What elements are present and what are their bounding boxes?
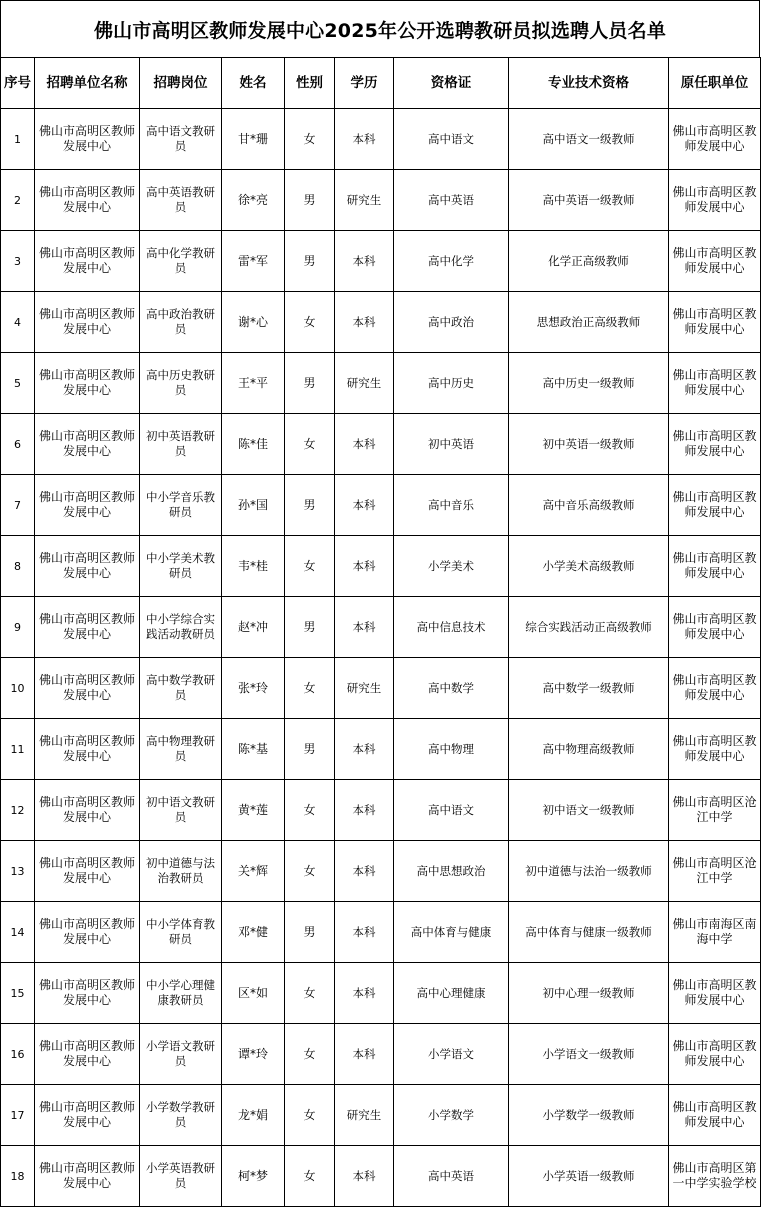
certificate-cell: 高中政治 [394, 292, 509, 353]
candidate-name-cell: 谭*玲 [222, 1024, 285, 1085]
candidate-name-cell: 区*如 [222, 963, 285, 1024]
candidate-name-cell: 雷*军 [222, 231, 285, 292]
position-cell: 高中化学教研员 [140, 231, 222, 292]
professional-title-cell: 化学正高级教师 [509, 231, 669, 292]
professional-title-cell: 小学美术高级教师 [509, 536, 669, 597]
row-number-cell: 13 [1, 841, 35, 902]
row-number-cell: 6 [1, 414, 35, 475]
table-row [1, 719, 761, 780]
table-row [1, 841, 761, 902]
recruiting-unit-cell: 佛山市高明区教师发展中心 [35, 841, 140, 902]
certificate-cell: 小学美术 [394, 536, 509, 597]
professional-title-cell: 高中音乐高级教师 [509, 475, 669, 536]
professional-title-cell: 思想政治正高级教师 [509, 292, 669, 353]
header-no: 序号 [1, 58, 35, 109]
table-row [1, 902, 761, 963]
row-number-cell: 14 [1, 902, 35, 963]
certificate-cell: 高中思想政治 [394, 841, 509, 902]
professional-title-cell: 高中语文一级教师 [509, 109, 669, 170]
education-cell: 本科 [335, 719, 394, 780]
table-row [1, 536, 761, 597]
recruiting-unit-cell: 佛山市高明区教师发展中心 [35, 353, 140, 414]
row-number-cell: 18 [1, 1146, 35, 1207]
gender-cell: 男 [285, 597, 335, 658]
candidate-name-cell: 徐*亮 [222, 170, 285, 231]
education-cell: 本科 [335, 475, 394, 536]
previous-unit-cell: 佛山市高明区第一中学实验学校 [669, 1146, 761, 1207]
certificate-cell: 高中音乐 [394, 475, 509, 536]
table-row [1, 170, 761, 231]
gender-cell: 女 [285, 841, 335, 902]
position-cell: 中小学综合实践活动教研员 [140, 597, 222, 658]
professional-title-cell: 初中语文一级教师 [509, 780, 669, 841]
education-cell: 本科 [335, 292, 394, 353]
gender-cell: 男 [285, 231, 335, 292]
recruiting-unit-cell: 佛山市高明区教师发展中心 [35, 536, 140, 597]
previous-unit-cell: 佛山市高明区教师发展中心 [669, 475, 761, 536]
education-cell: 研究生 [335, 353, 394, 414]
table-row [1, 963, 761, 1024]
position-cell: 高中数学教研员 [140, 658, 222, 719]
row-number-cell: 12 [1, 780, 35, 841]
previous-unit-cell: 佛山市高明区教师发展中心 [669, 1085, 761, 1146]
professional-title-cell: 初中英语一级教师 [509, 414, 669, 475]
position-cell: 初中英语教研员 [140, 414, 222, 475]
header-professional-title: 专业技术资格 [509, 58, 669, 109]
certificate-cell: 高中语文 [394, 780, 509, 841]
candidate-name-cell: 谢*心 [222, 292, 285, 353]
recruiting-unit-cell: 佛山市高明区教师发展中心 [35, 414, 140, 475]
education-cell: 本科 [335, 597, 394, 658]
professional-title-cell: 初中道德与法治一级教师 [509, 841, 669, 902]
header-education: 学历 [335, 58, 394, 109]
candidate-name-cell: 陈*基 [222, 719, 285, 780]
education-cell: 研究生 [335, 658, 394, 719]
header-unit: 招聘单位名称 [35, 58, 140, 109]
position-cell: 中小学体育教研员 [140, 902, 222, 963]
recruiting-unit-cell: 佛山市高明区教师发展中心 [35, 780, 140, 841]
certificate-cell: 高中心理健康 [394, 963, 509, 1024]
certificate-cell: 高中化学 [394, 231, 509, 292]
certificate-cell: 初中英语 [394, 414, 509, 475]
recruiting-unit-cell: 佛山市高明区教师发展中心 [35, 963, 140, 1024]
professional-title-cell: 小学数学一级教师 [509, 1085, 669, 1146]
table-row [1, 1024, 761, 1085]
candidate-name-cell: 关*辉 [222, 841, 285, 902]
education-cell: 本科 [335, 963, 394, 1024]
row-number-cell: 8 [1, 536, 35, 597]
candidate-name-cell: 甘*珊 [222, 109, 285, 170]
previous-unit-cell: 佛山市高明区教师发展中心 [669, 658, 761, 719]
position-cell: 中小学心理健康教研员 [140, 963, 222, 1024]
recruiting-unit-cell: 佛山市高明区教师发展中心 [35, 1146, 140, 1207]
professional-title-cell: 综合实践活动正高级教师 [509, 597, 669, 658]
gender-cell: 女 [285, 780, 335, 841]
professional-title-cell: 高中物理高级教师 [509, 719, 669, 780]
row-number-cell: 2 [1, 170, 35, 231]
certificate-cell: 高中英语 [394, 1146, 509, 1207]
recruiting-unit-cell: 佛山市高明区教师发展中心 [35, 475, 140, 536]
previous-unit-cell: 佛山市高明区教师发展中心 [669, 414, 761, 475]
row-number-cell: 16 [1, 1024, 35, 1085]
certificate-cell: 高中信息技术 [394, 597, 509, 658]
position-cell: 中小学音乐教研员 [140, 475, 222, 536]
professional-title-cell: 初中心理一级教师 [509, 963, 669, 1024]
education-cell: 本科 [335, 414, 394, 475]
certificate-cell: 高中历史 [394, 353, 509, 414]
table-row [1, 658, 761, 719]
certificate-cell: 高中物理 [394, 719, 509, 780]
position-cell: 初中道德与法治教研员 [140, 841, 222, 902]
recruiting-unit-cell: 佛山市高明区教师发展中心 [35, 719, 140, 780]
gender-cell: 女 [285, 536, 335, 597]
professional-title-cell: 高中体育与健康一级教师 [509, 902, 669, 963]
education-cell: 本科 [335, 1024, 394, 1085]
header-gender: 性别 [285, 58, 335, 109]
row-number-cell: 17 [1, 1085, 35, 1146]
table-row [1, 292, 761, 353]
recruiting-unit-cell: 佛山市高明区教师发展中心 [35, 170, 140, 231]
recruiting-unit-cell: 佛山市高明区教师发展中心 [35, 109, 140, 170]
gender-cell: 男 [285, 719, 335, 780]
recruiting-unit-cell: 佛山市高明区教师发展中心 [35, 1085, 140, 1146]
recruiting-unit-cell: 佛山市高明区教师发展中心 [35, 902, 140, 963]
gender-cell: 男 [285, 353, 335, 414]
education-cell: 本科 [335, 109, 394, 170]
gender-cell: 女 [285, 1146, 335, 1207]
education-cell: 研究生 [335, 1085, 394, 1146]
candidate-name-cell: 赵*冲 [222, 597, 285, 658]
previous-unit-cell: 佛山市高明区教师发展中心 [669, 231, 761, 292]
position-cell: 高中语文教研员 [140, 109, 222, 170]
previous-unit-cell: 佛山市高明区教师发展中心 [669, 170, 761, 231]
gender-cell: 女 [285, 1024, 335, 1085]
position-cell: 高中政治教研员 [140, 292, 222, 353]
document-title: 佛山市高明区教师发展中心2025年公开选聘教研员拟选聘人员名单 [0, 0, 760, 57]
gender-cell: 男 [285, 475, 335, 536]
candidate-name-cell: 邓*健 [222, 902, 285, 963]
candidate-table [0, 57, 761, 1207]
previous-unit-cell: 佛山市高明区教师发展中心 [669, 536, 761, 597]
table-row [1, 414, 761, 475]
professional-title-cell: 小学英语一级教师 [509, 1146, 669, 1207]
candidate-name-cell: 龙*娟 [222, 1085, 285, 1146]
row-number-cell: 11 [1, 719, 35, 780]
table-row [1, 475, 761, 536]
previous-unit-cell: 佛山市高明区教师发展中心 [669, 719, 761, 780]
recruiting-unit-cell: 佛山市高明区教师发展中心 [35, 1024, 140, 1085]
candidate-name-cell: 柯*梦 [222, 1146, 285, 1207]
certificate-cell: 高中数学 [394, 658, 509, 719]
recruiting-unit-cell: 佛山市高明区教师发展中心 [35, 597, 140, 658]
row-number-cell: 7 [1, 475, 35, 536]
position-cell: 中小学美术教研员 [140, 536, 222, 597]
row-number-cell: 10 [1, 658, 35, 719]
row-number-cell: 4 [1, 292, 35, 353]
candidate-name-cell: 张*玲 [222, 658, 285, 719]
professional-title-cell: 小学语文一级教师 [509, 1024, 669, 1085]
row-number-cell: 3 [1, 231, 35, 292]
gender-cell: 女 [285, 963, 335, 1024]
candidate-name-cell: 王*平 [222, 353, 285, 414]
table-row [1, 109, 761, 170]
row-number-cell: 1 [1, 109, 35, 170]
education-cell: 本科 [335, 841, 394, 902]
previous-unit-cell: 佛山市高明区沧江中学 [669, 780, 761, 841]
table-row [1, 231, 761, 292]
position-cell: 小学数学教研员 [140, 1085, 222, 1146]
gender-cell: 男 [285, 170, 335, 231]
table-row [1, 780, 761, 841]
gender-cell: 女 [285, 109, 335, 170]
previous-unit-cell: 佛山市高明区教师发展中心 [669, 963, 761, 1024]
professional-title-cell: 高中英语一级教师 [509, 170, 669, 231]
education-cell: 研究生 [335, 170, 394, 231]
education-cell: 本科 [335, 536, 394, 597]
professional-title-cell: 高中历史一级教师 [509, 353, 669, 414]
table-row [1, 353, 761, 414]
education-cell: 本科 [335, 231, 394, 292]
table-body [1, 109, 761, 1207]
table-row [1, 597, 761, 658]
education-cell: 本科 [335, 780, 394, 841]
candidate-name-cell: 孙*国 [222, 475, 285, 536]
header-previous-unit: 原任职单位 [669, 58, 761, 109]
certificate-cell: 高中体育与健康 [394, 902, 509, 963]
education-cell: 本科 [335, 902, 394, 963]
candidate-name-cell: 陈*佳 [222, 414, 285, 475]
table-header-row [1, 58, 761, 109]
gender-cell: 女 [285, 292, 335, 353]
table-row [1, 1085, 761, 1146]
previous-unit-cell: 佛山市高明区教师发展中心 [669, 292, 761, 353]
recruiting-unit-cell: 佛山市高明区教师发展中心 [35, 231, 140, 292]
certificate-cell: 高中英语 [394, 170, 509, 231]
position-cell: 高中英语教研员 [140, 170, 222, 231]
previous-unit-cell: 佛山市高明区教师发展中心 [669, 1024, 761, 1085]
certificate-cell: 高中语文 [394, 109, 509, 170]
row-number-cell: 5 [1, 353, 35, 414]
position-cell: 初中语文教研员 [140, 780, 222, 841]
education-cell: 本科 [335, 1146, 394, 1207]
position-cell: 高中历史教研员 [140, 353, 222, 414]
gender-cell: 女 [285, 658, 335, 719]
row-number-cell: 15 [1, 963, 35, 1024]
header-certificate: 资格证 [394, 58, 509, 109]
previous-unit-cell: 佛山市高明区教师发展中心 [669, 353, 761, 414]
position-cell: 小学英语教研员 [140, 1146, 222, 1207]
gender-cell: 女 [285, 414, 335, 475]
previous-unit-cell: 佛山市高明区沧江中学 [669, 841, 761, 902]
certificate-cell: 小学数学 [394, 1085, 509, 1146]
candidate-name-cell: 韦*桂 [222, 536, 285, 597]
position-cell: 高中物理教研员 [140, 719, 222, 780]
gender-cell: 男 [285, 902, 335, 963]
previous-unit-cell: 佛山市南海区南海中学 [669, 902, 761, 963]
recruiting-unit-cell: 佛山市高明区教师发展中心 [35, 292, 140, 353]
header-name: 姓名 [222, 58, 285, 109]
candidate-name-cell: 黄*莲 [222, 780, 285, 841]
certificate-cell: 小学语文 [394, 1024, 509, 1085]
recruiting-unit-cell: 佛山市高明区教师发展中心 [35, 658, 140, 719]
table-row [1, 1146, 761, 1207]
header-post: 招聘岗位 [140, 58, 222, 109]
position-cell: 小学语文教研员 [140, 1024, 222, 1085]
row-number-cell: 9 [1, 597, 35, 658]
professional-title-cell: 高中数学一级教师 [509, 658, 669, 719]
previous-unit-cell: 佛山市高明区教师发展中心 [669, 109, 761, 170]
gender-cell: 女 [285, 1085, 335, 1146]
previous-unit-cell: 佛山市高明区教师发展中心 [669, 597, 761, 658]
